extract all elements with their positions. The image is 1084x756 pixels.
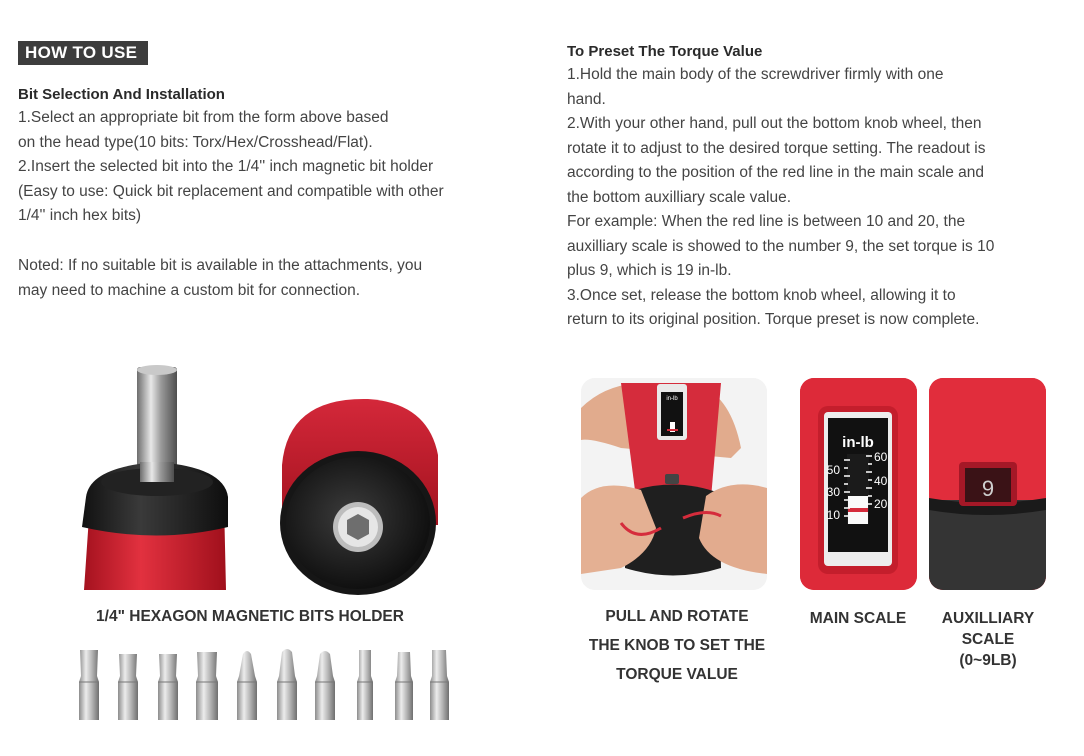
aux-scale-value: 9 [981, 476, 995, 501]
caption-line: PULL AND ROTATE [605, 608, 749, 625]
bits-set-image [75, 646, 455, 726]
aux-scale-caption [926, 608, 1050, 671]
text-line: 2.Insert the selected bit into the 1/4'' inch magnetic bit holder [18, 158, 434, 175]
left-tick-label: 30 [826, 485, 840, 499]
text-line: Noted: If no suitable bit is available in the attachments, you [18, 257, 423, 274]
knob-caption [572, 602, 782, 689]
right-tick-label: 40 [874, 474, 888, 488]
bits-holder-caption: 1/4" HEXAGON MAGNETIC BITS HOLDER [96, 608, 404, 625]
aux-scale-image [929, 378, 1046, 590]
bit-selection-text [18, 106, 444, 229]
caption-line: TORQUE VALUE [616, 666, 738, 683]
text-line: 1.Hold the main body of the screwdriver firmly with one [567, 66, 944, 83]
scale-unit-small: in-lb [666, 396, 678, 402]
caption-line: (0~9LB) [959, 652, 1017, 669]
main-scale-unit: in-lb [842, 434, 874, 451]
text-line: on the head type(10 bits: Torx/Hex/Crosshead/Flat). [18, 133, 373, 151]
knob-rotate-image [581, 378, 767, 590]
text-line: plus 9, which is 19 in-lb. [567, 262, 732, 279]
text-line: auxilliary scale is showed to the number 9, the set torque is 10 [567, 237, 995, 255]
preset-torque-text [567, 63, 994, 333]
caption-line: AUXILLIARY [941, 610, 1035, 627]
text-line: according to the position of the red line in the main scale and [567, 164, 985, 181]
text-line: 1.Select an appropriate bit from the form above based [18, 109, 389, 126]
left-tick-label: 50 [826, 463, 840, 477]
text-line: 2.With your other hand, pull out the bottom knob wheel, then [567, 115, 982, 132]
text-line: may need to machine a custom bit for connection. [18, 281, 361, 299]
main-scale-caption: MAIN SCALE [809, 610, 907, 627]
caption-line: SCALE [961, 631, 1015, 648]
text-line: (Easy to use: Quick bit replacement and compatible with other [18, 182, 444, 200]
note-text [18, 254, 422, 303]
text-line: 3.Once set, release the bottom knob wheel, allowing it to [567, 286, 956, 304]
right-tick-label: 60 [874, 450, 888, 464]
caption-line: THE KNOB TO SET THE [588, 637, 766, 654]
main-scale-image [800, 378, 917, 590]
text-line: the bottom auxilliary scale value. [567, 188, 792, 206]
bit-holder-front-image [278, 395, 440, 595]
text-line: For example: When the red line is between 10 and 20, the [567, 213, 966, 230]
text-line: 1/4'' inch hex bits) [18, 207, 142, 224]
left-tick-label: 10 [826, 508, 840, 522]
right-tick-label: 20 [874, 497, 888, 511]
text-line: rotate it to adjust to the desired torque setting. The readout is [567, 139, 986, 157]
bit-selection-heading: Bit Selection And Installation [18, 86, 225, 103]
preset-torque-heading: To Preset The Torque Value [567, 43, 763, 60]
how-to-use-badge: HOW TO USE [18, 41, 148, 65]
text-line: hand. [567, 90, 606, 108]
bit-holder-side-image [80, 362, 230, 590]
text-line: return to its original position. Torque preset is now complete. [567, 311, 980, 328]
